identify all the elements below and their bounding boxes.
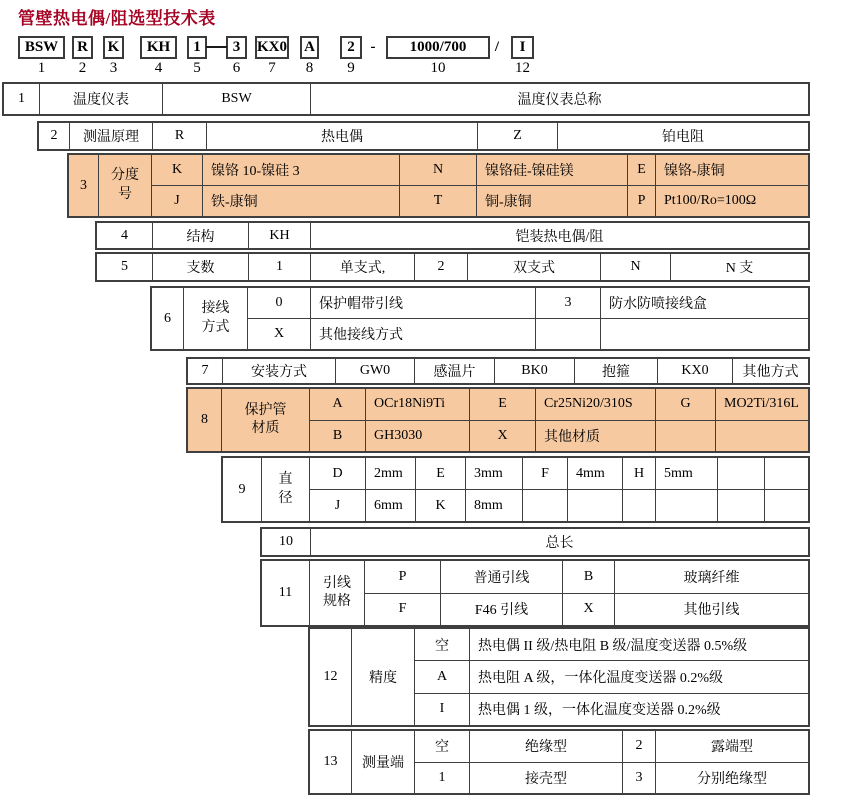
cell-r9-d1	[365, 458, 415, 489]
cell-r11-d2	[614, 561, 808, 593]
table-subrow	[310, 458, 808, 489]
cell-text: 9	[238, 481, 246, 497]
table-subrow	[415, 731, 808, 762]
cell-r6-label	[184, 288, 248, 349]
cell-r8-c6	[655, 421, 715, 452]
cell-r11-d4	[614, 594, 808, 626]
table-band-r7	[186, 357, 810, 385]
cell-text: E	[498, 396, 507, 412]
cell-text: E	[637, 162, 646, 177]
cell-r6-d3	[310, 319, 535, 349]
code-box-5: 1	[187, 36, 207, 59]
cell-r1-num	[4, 84, 39, 114]
cell-text: 镍铬 10-镍硅 3	[211, 164, 300, 179]
cell-text: A	[436, 668, 448, 684]
cell-text: X	[583, 601, 594, 617]
cell-r13-c3	[415, 763, 469, 794]
cell-text: 分别绝缘型	[697, 771, 767, 787]
cell-r3-c6	[627, 186, 655, 216]
cell-text: 精度	[369, 671, 397, 686]
table-subrow	[365, 561, 808, 593]
table-band-r13	[308, 729, 810, 795]
cell-text: 铜-康铜	[485, 195, 532, 210]
cell-r7-d3	[732, 359, 808, 383]
code-box-11: I	[511, 36, 534, 59]
cell-text: 1	[438, 769, 446, 785]
cell-text: 4mm	[576, 465, 605, 481]
cell-text: 3	[80, 177, 87, 193]
cell-r9-d3	[567, 458, 622, 489]
cell-r11-num	[262, 561, 310, 625]
cell-text: 12	[323, 669, 338, 684]
cell-r1-desc	[310, 84, 808, 114]
code-box-8: A	[300, 36, 319, 59]
table-subrow	[248, 318, 808, 349]
code-box-4: KH	[140, 36, 177, 59]
cell-r13-label	[352, 731, 415, 793]
band-subrows	[415, 629, 808, 725]
cell-r3-c4	[152, 186, 202, 216]
table-band-r4	[95, 221, 810, 250]
cell-text: 铁-康铜	[211, 195, 258, 210]
cell-text: 热电偶 1 级，一体化温度变送器 0.2%级	[478, 703, 721, 719]
code-position-number: 2	[78, 60, 87, 76]
cell-text: 支数	[186, 261, 215, 276]
cell-text: 普通引线	[473, 570, 530, 586]
cell-r9-c2	[415, 458, 465, 489]
cell-text: E	[436, 465, 445, 481]
cell-text: P	[398, 568, 407, 584]
table-subrow	[415, 762, 808, 794]
cell-text: BK0	[521, 363, 548, 378]
cell-text: I	[439, 701, 445, 717]
table-band-r2	[37, 121, 810, 151]
cell-text: 13	[323, 754, 338, 769]
cell-r2-num	[39, 123, 69, 149]
cell-text: X	[273, 326, 285, 341]
cell-r9-d6	[465, 490, 522, 521]
slash-separator: /	[494, 39, 500, 55]
table-band-r8	[186, 387, 810, 453]
cell-r1-code	[162, 84, 310, 114]
band-subrows	[310, 389, 808, 451]
table-subrow	[415, 693, 808, 725]
cell-r5-d2	[467, 254, 600, 280]
cell-r8-d6	[715, 421, 808, 452]
cell-text: 3	[635, 769, 643, 785]
cell-r4-num	[97, 223, 152, 248]
cell-text: J	[334, 497, 341, 513]
table-subrow	[248, 288, 808, 318]
cell-text: B	[332, 427, 343, 443]
code-box-2: R	[72, 36, 93, 59]
cell-r8-d5	[535, 421, 655, 452]
cell-text: 测温原理	[83, 130, 139, 145]
cell-text: 7	[201, 363, 209, 378]
range-connector-line	[206, 46, 227, 48]
cell-text: 1	[18, 91, 25, 106]
cell-r6-d2	[600, 288, 808, 318]
cell-text: K	[171, 162, 183, 177]
cell-r13-d4	[655, 763, 808, 794]
cell-r3-c1	[152, 155, 202, 185]
cell-text: 分度号	[110, 168, 139, 202]
cell-text: 11	[278, 585, 293, 600]
cell-text: 安装方式	[251, 365, 307, 380]
cell-r13-num	[310, 731, 352, 793]
band-subrows	[248, 288, 808, 349]
cell-r9-label	[262, 458, 310, 521]
cell-r11-c2	[562, 561, 614, 593]
cell-text: OCr18Ni9Ti	[374, 396, 446, 412]
table-subrow	[415, 629, 808, 660]
cell-text: 3	[564, 295, 572, 310]
cell-text: 热电偶 II 级/热电阻 B 级/温度变送器 0.5%级	[478, 638, 748, 654]
cell-r10-num	[262, 529, 310, 555]
cell-text: 防水防喷接线盒	[609, 297, 707, 312]
band-subrows	[310, 458, 808, 521]
cell-text: 其他材质	[544, 429, 600, 445]
cell-text: 绝缘型	[525, 740, 567, 756]
cell-r1-label	[39, 84, 162, 114]
cell-text: 引线规格	[322, 575, 351, 609]
table-subrow	[310, 389, 808, 420]
cell-text: 2	[50, 128, 58, 143]
cell-r9-empty	[567, 490, 622, 521]
cell-r8-d3	[715, 389, 808, 420]
code-position-number: 6	[232, 60, 241, 76]
cell-r12-c3	[415, 694, 469, 725]
cell-r9-c5	[310, 490, 365, 521]
cell-r8-d2	[535, 389, 655, 420]
cell-r7-c2	[494, 359, 574, 383]
cell-r6-c3	[248, 319, 310, 349]
cell-r3-d2	[476, 155, 627, 185]
cell-text: 8	[201, 412, 208, 427]
cell-r9-c1	[310, 458, 365, 489]
cell-r6-c4	[535, 319, 600, 349]
cell-text: 10	[279, 534, 293, 549]
cell-r13-c2	[622, 731, 655, 762]
cell-text: F	[398, 601, 407, 617]
cell-r3-d5	[476, 186, 627, 216]
cell-r10-desc	[310, 529, 808, 555]
cell-text: B	[583, 568, 594, 584]
cell-r9-c3	[522, 458, 567, 489]
cell-r8-c4	[310, 421, 365, 452]
cell-text: 其他方式	[742, 365, 799, 380]
cell-text: 6	[164, 310, 171, 326]
table-band-r11	[260, 559, 810, 627]
code-box-10: 1000/700	[386, 36, 490, 59]
cell-text: A	[332, 396, 343, 412]
cell-r4-desc	[310, 223, 808, 248]
cell-text: 其他接线方式	[319, 328, 403, 343]
cell-text: 6mm	[374, 497, 403, 513]
table-subrow	[152, 185, 808, 216]
table-band-r5	[95, 252, 810, 282]
cell-r8-num	[188, 389, 222, 451]
cell-text: G	[680, 396, 691, 412]
cell-r3-c2	[399, 155, 476, 185]
cell-text: K	[435, 497, 446, 513]
cell-text: 铠装热电偶/阻	[515, 229, 604, 245]
table-band-r9	[221, 456, 810, 523]
cell-text: 镍铬-康铜	[664, 164, 725, 179]
table-band-r1	[2, 82, 810, 116]
code-position-number: 7	[268, 60, 276, 76]
cell-r2-label	[69, 123, 152, 149]
cell-r7-c3	[657, 359, 732, 383]
cell-text: D	[332, 465, 343, 481]
cell-r5-c1	[248, 254, 310, 280]
table-band-r12	[308, 627, 810, 727]
cell-r3-d1	[202, 155, 399, 185]
cell-r5-label	[152, 254, 248, 280]
cell-text: KX0	[681, 363, 709, 378]
cell-text: KH	[269, 227, 290, 243]
cell-r5-c3	[600, 254, 670, 280]
cell-text: 玻璃纤维	[683, 570, 740, 586]
cell-text: T	[433, 193, 443, 208]
cell-r9-empty	[655, 490, 717, 521]
cell-r9-empty	[522, 490, 567, 521]
cell-r5-d1	[310, 254, 414, 280]
cell-text: GH3030	[374, 427, 423, 443]
cell-text: 镍铬硅-镍硅镁	[485, 164, 574, 179]
cell-text: F	[541, 465, 549, 481]
cell-r7-label	[222, 359, 335, 383]
code-position-number: 3	[109, 60, 118, 76]
page-title: 管壁热电偶/阻选型技术表	[18, 9, 216, 28]
table-band-r3	[67, 153, 810, 218]
cell-r9-empty	[764, 490, 808, 521]
cell-r8-c5	[469, 421, 535, 452]
cell-r7-num	[188, 359, 222, 383]
code-box-6: 3	[226, 36, 247, 59]
cell-r5-d3	[670, 254, 808, 280]
code-position-number: 1	[37, 60, 46, 76]
hyphen-separator: -	[370, 39, 376, 55]
cell-text: 2	[437, 259, 445, 274]
cell-r12-d2	[469, 661, 808, 692]
cell-text: F46 引线	[474, 603, 529, 619]
cell-text: 空	[435, 638, 449, 654]
code-box-3: K	[103, 36, 124, 59]
cell-text: 2	[635, 738, 643, 754]
cell-text: MO2Ti/316L	[724, 396, 799, 412]
cell-text: 直径	[278, 472, 293, 506]
cell-r11-d1	[440, 561, 562, 593]
cell-text: 其他引线	[683, 603, 740, 619]
code-position-number: 5	[193, 60, 201, 76]
cell-text: 感温片	[433, 365, 476, 380]
cell-r3-d6	[655, 186, 808, 216]
cell-text: 接壳型	[525, 771, 567, 787]
cell-text: 单支式,	[339, 261, 386, 276]
cell-r6-d4	[600, 319, 808, 349]
cell-text: 2mm	[374, 465, 403, 481]
cell-r9-c6	[415, 490, 465, 521]
table-subrow	[310, 489, 808, 521]
cell-r6-num	[152, 288, 184, 349]
cell-r9-c4	[622, 458, 655, 489]
table-subrow	[152, 155, 808, 185]
cell-text: Z	[513, 128, 522, 143]
cell-r8-d1	[365, 389, 469, 420]
cell-r3-num	[69, 155, 99, 216]
cell-r12-label	[352, 629, 415, 725]
cell-r8-label	[222, 389, 310, 451]
cell-text: BSW	[221, 91, 252, 106]
cell-text: N	[630, 259, 641, 274]
cell-text: 接线方式	[201, 301, 230, 335]
cell-r9-d2	[465, 458, 522, 489]
cell-r11-c4	[562, 594, 614, 626]
cell-text: R	[174, 128, 185, 143]
table-band-r10	[260, 527, 810, 557]
table-subrow	[365, 593, 808, 626]
cell-r11-d3	[440, 594, 562, 626]
cell-text: P	[637, 193, 646, 208]
cell-r11-c3	[365, 594, 440, 626]
cell-text: N 支	[725, 261, 754, 276]
cell-r2-c1	[152, 123, 206, 149]
cell-r11-c1	[365, 561, 440, 593]
code-box-1: BSW	[18, 36, 65, 59]
cell-r12-num	[310, 629, 352, 725]
code-position-number: 4	[154, 60, 163, 76]
cell-r3-d3	[655, 155, 808, 185]
cell-text: 铂电阻	[662, 130, 704, 145]
band-subrows	[365, 561, 808, 625]
cell-text: Pt100/Ro=100Ω	[664, 193, 757, 208]
table-band-r6	[150, 286, 810, 351]
cell-r6-c2	[535, 288, 600, 318]
cell-text: 露端型	[711, 740, 753, 756]
cell-r7-d2	[574, 359, 657, 383]
cell-r8-d4	[365, 421, 469, 452]
cell-r12-d1	[469, 629, 808, 660]
table-subrow	[310, 420, 808, 452]
code-position-number: 8	[305, 60, 314, 76]
cell-r2-c2	[477, 123, 557, 149]
cell-r5-num	[97, 254, 152, 280]
cell-r2-d1	[206, 123, 477, 149]
cell-r13-d1	[469, 731, 622, 762]
cell-text: H	[633, 465, 645, 481]
cell-text: 保护帽带引线	[319, 297, 403, 312]
cell-r6-c1	[248, 288, 310, 318]
cell-r9-d4	[655, 458, 717, 489]
cell-text: 温度仪表	[73, 93, 129, 108]
cell-text: 4	[121, 227, 128, 243]
cell-r4-label	[152, 223, 248, 248]
code-position-number: 9	[347, 60, 355, 76]
cell-r7-d1	[414, 359, 494, 383]
cell-r12-c2	[415, 661, 469, 692]
code-position-number: 10	[430, 60, 446, 76]
cell-r9-empty	[764, 458, 808, 489]
table-subrow	[415, 660, 808, 692]
cell-r3-label	[99, 155, 152, 216]
cell-text: N	[432, 162, 444, 177]
cell-text: 5	[121, 259, 128, 274]
cell-text: 空	[435, 740, 449, 756]
cell-text: 0	[275, 295, 283, 310]
cell-r13-d2	[655, 731, 808, 762]
cell-text: 结构	[186, 229, 215, 245]
cell-r9-d5	[365, 490, 415, 521]
cell-text: Cr25Ni20/310S	[544, 396, 633, 412]
band-subrows	[415, 731, 808, 793]
cell-r9-num	[223, 458, 262, 521]
cell-r13-d3	[469, 763, 622, 794]
cell-text: 总长	[545, 536, 574, 551]
cell-r2-d2	[557, 123, 808, 149]
cell-r12-d3	[469, 694, 808, 725]
cell-text: X	[497, 427, 508, 443]
cell-r9-empty	[717, 458, 764, 489]
cell-r13-c1	[415, 731, 469, 762]
cell-text: 8mm	[474, 497, 503, 513]
cell-text: 热电阻 A 级，一体化温度变送器 0.2%级	[478, 670, 723, 686]
cell-r9-empty	[622, 490, 655, 521]
cell-text: 保护管材质	[244, 402, 287, 436]
cell-r12-c1	[415, 629, 469, 660]
cell-text: GW0	[359, 363, 391, 378]
cell-text: 热电偶	[321, 130, 363, 145]
cell-text: 测量端	[362, 756, 404, 771]
cell-text: 双支式	[513, 261, 555, 276]
cell-r3-c3	[627, 155, 655, 185]
cell-text: 温度仪表总称	[517, 93, 602, 108]
cell-r6-d1	[310, 288, 535, 318]
code-position-number: 12	[515, 60, 530, 76]
cell-r8-c1	[310, 389, 365, 420]
cell-r5-c2	[414, 254, 467, 280]
cell-r8-c2	[469, 389, 535, 420]
cell-text: 抱箍	[602, 365, 630, 380]
cell-r3-c5	[399, 186, 476, 216]
cell-text: J	[174, 193, 180, 208]
cell-r3-d4	[202, 186, 399, 216]
code-box-7: KX0	[255, 36, 289, 59]
code-box-9: 2	[340, 36, 362, 59]
cell-r13-c4	[622, 763, 655, 794]
cell-r7-c1	[335, 359, 414, 383]
cell-r9-empty	[717, 490, 764, 521]
cell-text: 3mm	[474, 465, 503, 481]
cell-text: 5mm	[664, 465, 693, 481]
cell-text: 1	[276, 259, 283, 274]
cell-r8-c3	[655, 389, 715, 420]
cell-r4-code	[248, 223, 310, 248]
cell-r11-label	[310, 561, 365, 625]
band-subrows	[152, 155, 808, 216]
